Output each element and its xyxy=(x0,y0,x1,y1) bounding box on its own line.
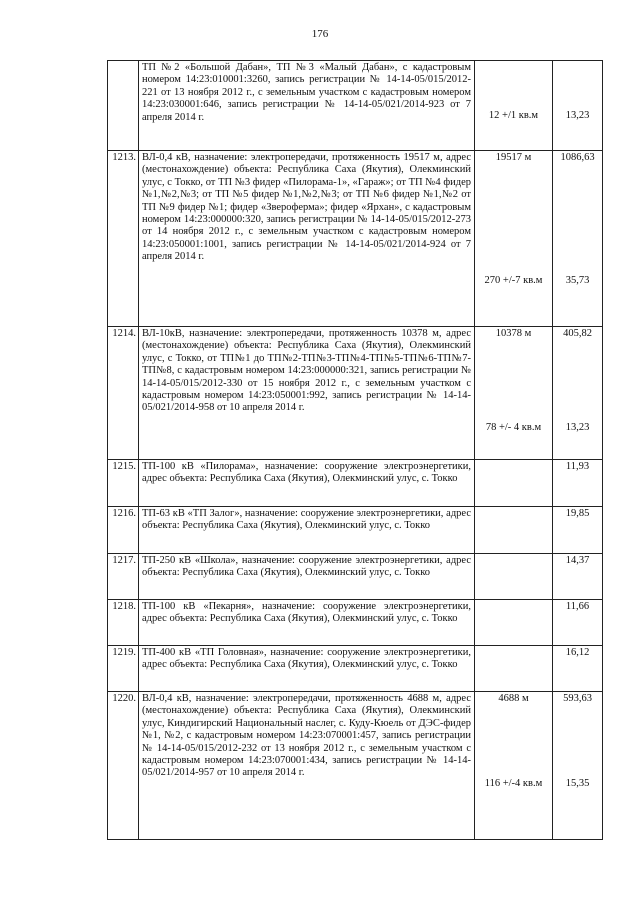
object-description: ТП-400 кВ «ТП Головная», назначение: сооружение электроэнергетики, адрес объекта: Республика Саха (Якутия), Олекминский улус, с. Токко xyxy=(139,646,475,692)
area-cell xyxy=(475,460,553,507)
row-number: 1219. xyxy=(108,646,139,692)
area-cell xyxy=(475,692,553,840)
cost-cell xyxy=(553,692,603,840)
cost-cell xyxy=(553,61,603,151)
land-cost-value: 13,23 xyxy=(565,110,590,121)
cost-value: 405,82 xyxy=(563,328,592,339)
row-number: 1214. xyxy=(108,327,139,460)
cost-cell xyxy=(553,327,603,460)
land-area-value: 116 +/-4 кв.м xyxy=(484,778,543,789)
area-cell xyxy=(475,600,553,646)
table-row xyxy=(108,327,603,460)
land-cost-value: 35,73 xyxy=(565,275,590,286)
land-cost-value: 15,35 xyxy=(565,778,590,789)
cost-value: 1086,63 xyxy=(560,152,595,163)
object-description: ТП №2 «Большой Дабан», ТП №3 «Малый Дабан», с кадастровым номером 14:23:010001:3260, запись регистрации № 14-14-05/015/2012-221 от 13 ноября 2012 г., с земельным участком с кадастровым номером 14:23:030001:646, запись регистрации № 14-14-05/021/2014-923 от 7 апреля 2014 г. xyxy=(139,61,475,151)
area-value: 19517 м xyxy=(495,152,532,163)
area-cell xyxy=(475,151,553,327)
row-number: 1220. xyxy=(108,692,139,840)
row-number: 1218. xyxy=(108,600,139,646)
area-value: 4688 м xyxy=(498,693,529,704)
table-row xyxy=(108,692,603,840)
cost-value: 16,12 xyxy=(565,647,590,658)
cost-value: 11,66 xyxy=(565,601,590,612)
object-description: ВЛ-0,4 кВ, назначение: электропередачи, протяженность 4688 м, адрес (местонахождение) объекта: Республика Саха (Якутия), Олекминский улус, Киндигирский Национальный наслег, с. Куду-Кюель от ДЭС-фидер №1, №2, с кадастровым номером 14:23:070001:457, запись регистрации № 14-14-05/015/2012-232 от 13 ноября 2012 г., с земельным участком с кадастровым номером 14:23:070001:434, запись регистрации № 14-14-05/021/2014-957 от 10 апреля 2014 г. xyxy=(139,692,475,840)
area-cell xyxy=(475,61,553,151)
row-number: 1213. xyxy=(108,151,139,327)
land-area-value: 270 +/-7 кв.м xyxy=(484,275,543,286)
table-row xyxy=(108,61,603,151)
table-row xyxy=(108,507,603,554)
cost-cell xyxy=(553,554,603,600)
area-cell xyxy=(475,507,553,554)
object-description: ВЛ-0,4 кВ, назначение: электропередачи, протяженность 19517 м, адрес (местонахождение) объекта: Республика Саха (Якутия), Олекминский улус, с Токко, от ТП №3 фидер «Пилорама-1», «Гараж»; от ТП №4 фидер №1,№2,№3; от ТП №5 фидер №1,№2,№3; от ТП №6 фидер №1,№2 от ТП №9 фидер №1; фидер «Звероферма»; фидер «Ярхан», с кадастровым номером 14:23:000000:320, запись регистрации № 14-14-05/015/2012-273 от 14 ноября 2012 г., с земельным участком с кадастровым номером 14:23:050001:1001, запись регистрации № 14-14-05/021/2014-924 от 7 апреля 2014 г. xyxy=(139,151,475,327)
area-value: 10378 м xyxy=(495,328,532,339)
table-row xyxy=(108,554,603,600)
cost-value: 19,85 xyxy=(565,508,590,519)
table-row xyxy=(108,151,603,327)
property-registry-table xyxy=(107,60,603,840)
cost-cell xyxy=(553,600,603,646)
object-description: ВЛ-10кВ, назначение: электропередачи, протяженность 10378 м, адрес (местонахождение) объекта: Республика Саха (Якутия), Олекминский улус, с Токко, от ТП№1 до ТП№2-ТП№3-ТП№4-ТП№5-ТП№6-ТП№7-ТП№8, с кадастровым номером 14:23:000000:321, запись регистрации № 14-14-05/015/2012-330 от 15 ноября 2012 г., с земельным участком с кадастровым номером 14:23:050001:992, запись регистрации № 14-14-05/021/2014-958 от 10 апреля 2014 г. xyxy=(139,327,475,460)
cost-value: 14,37 xyxy=(565,555,590,566)
cost-cell xyxy=(553,646,603,692)
area-cell xyxy=(475,646,553,692)
cost-cell xyxy=(553,507,603,554)
row-number: 1217. xyxy=(108,554,139,600)
table-row xyxy=(108,460,603,507)
page-number: 176 xyxy=(311,28,329,40)
cost-value: 11,93 xyxy=(565,461,590,472)
area-cell xyxy=(475,554,553,600)
object-description: ТП-63 кВ «ТП Залог», назначение: сооружение электроэнергетики, адрес объекта: Республика Саха (Якутия), Олекминский улус, с. Токко xyxy=(139,507,475,554)
cost-value: 593,63 xyxy=(563,693,592,704)
row-number: 1215. xyxy=(108,460,139,507)
land-cost-value: 13,23 xyxy=(565,422,590,433)
land-area-value: 12 +/1 кв.м xyxy=(488,110,539,121)
land-area-value: 78 +/- 4 кв.м xyxy=(485,422,542,433)
object-description: ТП-250 кВ «Школа», назначение: сооружение электроэнергетики, адрес объекта: Республика Саха (Якутия), Олекминский улус, с. Токко xyxy=(139,554,475,600)
object-description: ТП-100 кВ «Пилорама», назначение: сооружение электроэнергетики, адрес объекта: Республика Саха (Якутия), Олекминский улус, с. Токко xyxy=(139,460,475,507)
cost-cell xyxy=(553,460,603,507)
table-row xyxy=(108,600,603,646)
cost-cell xyxy=(553,151,603,327)
row-number: 1216. xyxy=(108,507,139,554)
area-cell xyxy=(475,327,553,460)
table-row xyxy=(108,646,603,692)
object-description: ТП-100 кВ «Пекарня», назначение: сооружение электроэнергетики, адрес объекта: Республика Саха (Якутия), Олекминский улус, с. Токко xyxy=(139,600,475,646)
row-number xyxy=(108,61,139,151)
